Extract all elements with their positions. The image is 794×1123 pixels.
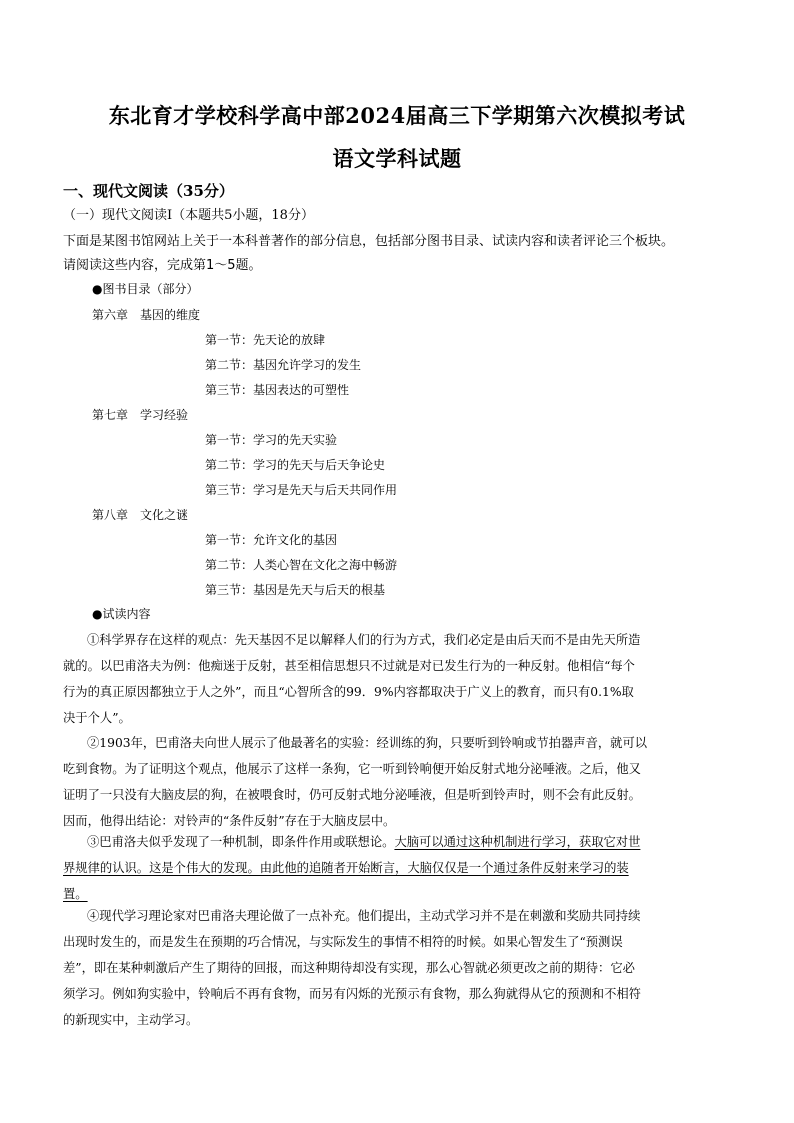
paragraph-line: ④现代学习理论家对巴甫洛夫理论做了一点补充。他们提出，主动式学习并不是在刺激和奖励共同持续 [87,909,641,923]
toc-heading: ●图书目录（部分） [92,282,199,296]
toc-section: 第二节：学习的先天与后天争论史 [205,458,386,472]
paragraph-line [63,829,731,855]
paragraph-line: 就的。以巴甫洛夫为例：他痴迷于反射，甚至相信思想只不过就是对已发生行为的一种反射。他相信“每个 [63,659,635,673]
toc-chapter: 第七章 学习经验 [92,408,189,422]
paragraph-line: 出现时发生的，而是发生在预期的巧合情况，与实际发生的事情不相符的时候。如果心智发生了“预测误 [63,935,623,949]
intro-line: 下面是某图书馆网站上关于一本科普著作的部分信息，包括部分图书目录、试读内容和读者评论三个板块。 [63,234,675,249]
toc-section: 第二节：人类心智在文化之海中畅游 [205,558,398,572]
paragraph-line: ①科学界存在这样的观点：先天基因不足以解释人们的行为方式，我们必定是由后天而不是由先天所造 [87,633,641,647]
paragraph-line: 吃到食物。为了证明这个观点，他展示了这样一条狗，它一听到铃响便开始反射式地分泌唾液。之后，他又 [63,762,641,776]
toc-section: 第一节：先天论的放肆 [205,333,326,347]
trial-paragraph-1 [63,627,731,731]
underlined-text: 大脑可以通过这种机制进行学习，获取它对世 [394,835,641,849]
paragraph-line: 的新现实中，主动学习。 [63,1013,199,1027]
paragraph-line: 差”，即在某种刺激后产生了期待的回报，而这种期待却没有实现，那么心智就必须更改之前的期待：它必 [63,961,635,975]
paragraph-line: ②1903年，巴甫洛夫向世人展示了他最著名的实验：经训练的狗，只要听到铃响或节拍器声音，就可以 [87,736,648,750]
intro-line: 请阅读这些内容，完成第1～5题。 [63,258,262,273]
trial-paragraph-3 [63,829,731,907]
toc-section: 第一节：允许文化的基因 [205,533,338,547]
toc-section: 第三节：学习是先天与后天共同作用 [205,483,398,497]
subsection-heading: （一）现代文阅读Ⅰ（本题共5小题，18分） [63,208,314,223]
underlined-line: 置。 [63,887,88,901]
paragraph-text: ③巴甫洛夫似乎发现了一种机制，即条件作用或联想论。 [87,835,395,849]
paragraph-line: 决于个人”。 [63,711,131,725]
intro-paragraph [63,230,733,278]
toc-chapter: 第六章 基因的维度 [92,308,201,322]
paragraph-line: 须学习。例如狗实验中，铃响后不再有食物，而另有闪烁的光预示有食物，那么狗就得从它的预测和不相符 [63,987,641,1001]
trial-paragraph-4 [63,903,731,1033]
exam-subtitle: 语文学科试题 [332,146,462,171]
underlined-line: 界规律的认识。这是个伟大的发现。由此他的追随者开始断言，大脑仅仅是一个通过条件反射来学习的装 [63,861,629,875]
toc-section: 第三节：基因表达的可塑性 [205,383,350,397]
toc-section: 第三节：基因是先天与后天的根基 [205,583,386,597]
exam-title: 东北育才学校科学高中部2024届高三下学期第六次模拟考试 [108,103,686,128]
paragraph-line: 行为的真正原因都独立于人之外”，而且“心智所含的99．9%内容都取决于广义上的教育，而只有0.1%取 [63,685,634,699]
paragraph-line: 因而，他得出结论：对铃声的“条件反射”存在于大脑皮层中。 [63,814,396,828]
trial-paragraph-2 [63,730,731,834]
toc-section: 第一节：学习的先天实验 [205,433,338,447]
trial-heading: ●试读内容 [92,607,151,621]
toc-chapter: 第八章 文化之谜 [92,508,189,522]
section-heading: 一、现代文阅读（35分） [63,182,234,200]
toc-section: 第二节：基因允许学习的发生 [205,358,362,372]
paragraph-line: 证明了一只没有大脑皮层的狗，在被喂食时，仍可反射式地分泌唾液，但是听到铃声时，则不会有此反射。 [63,788,641,802]
